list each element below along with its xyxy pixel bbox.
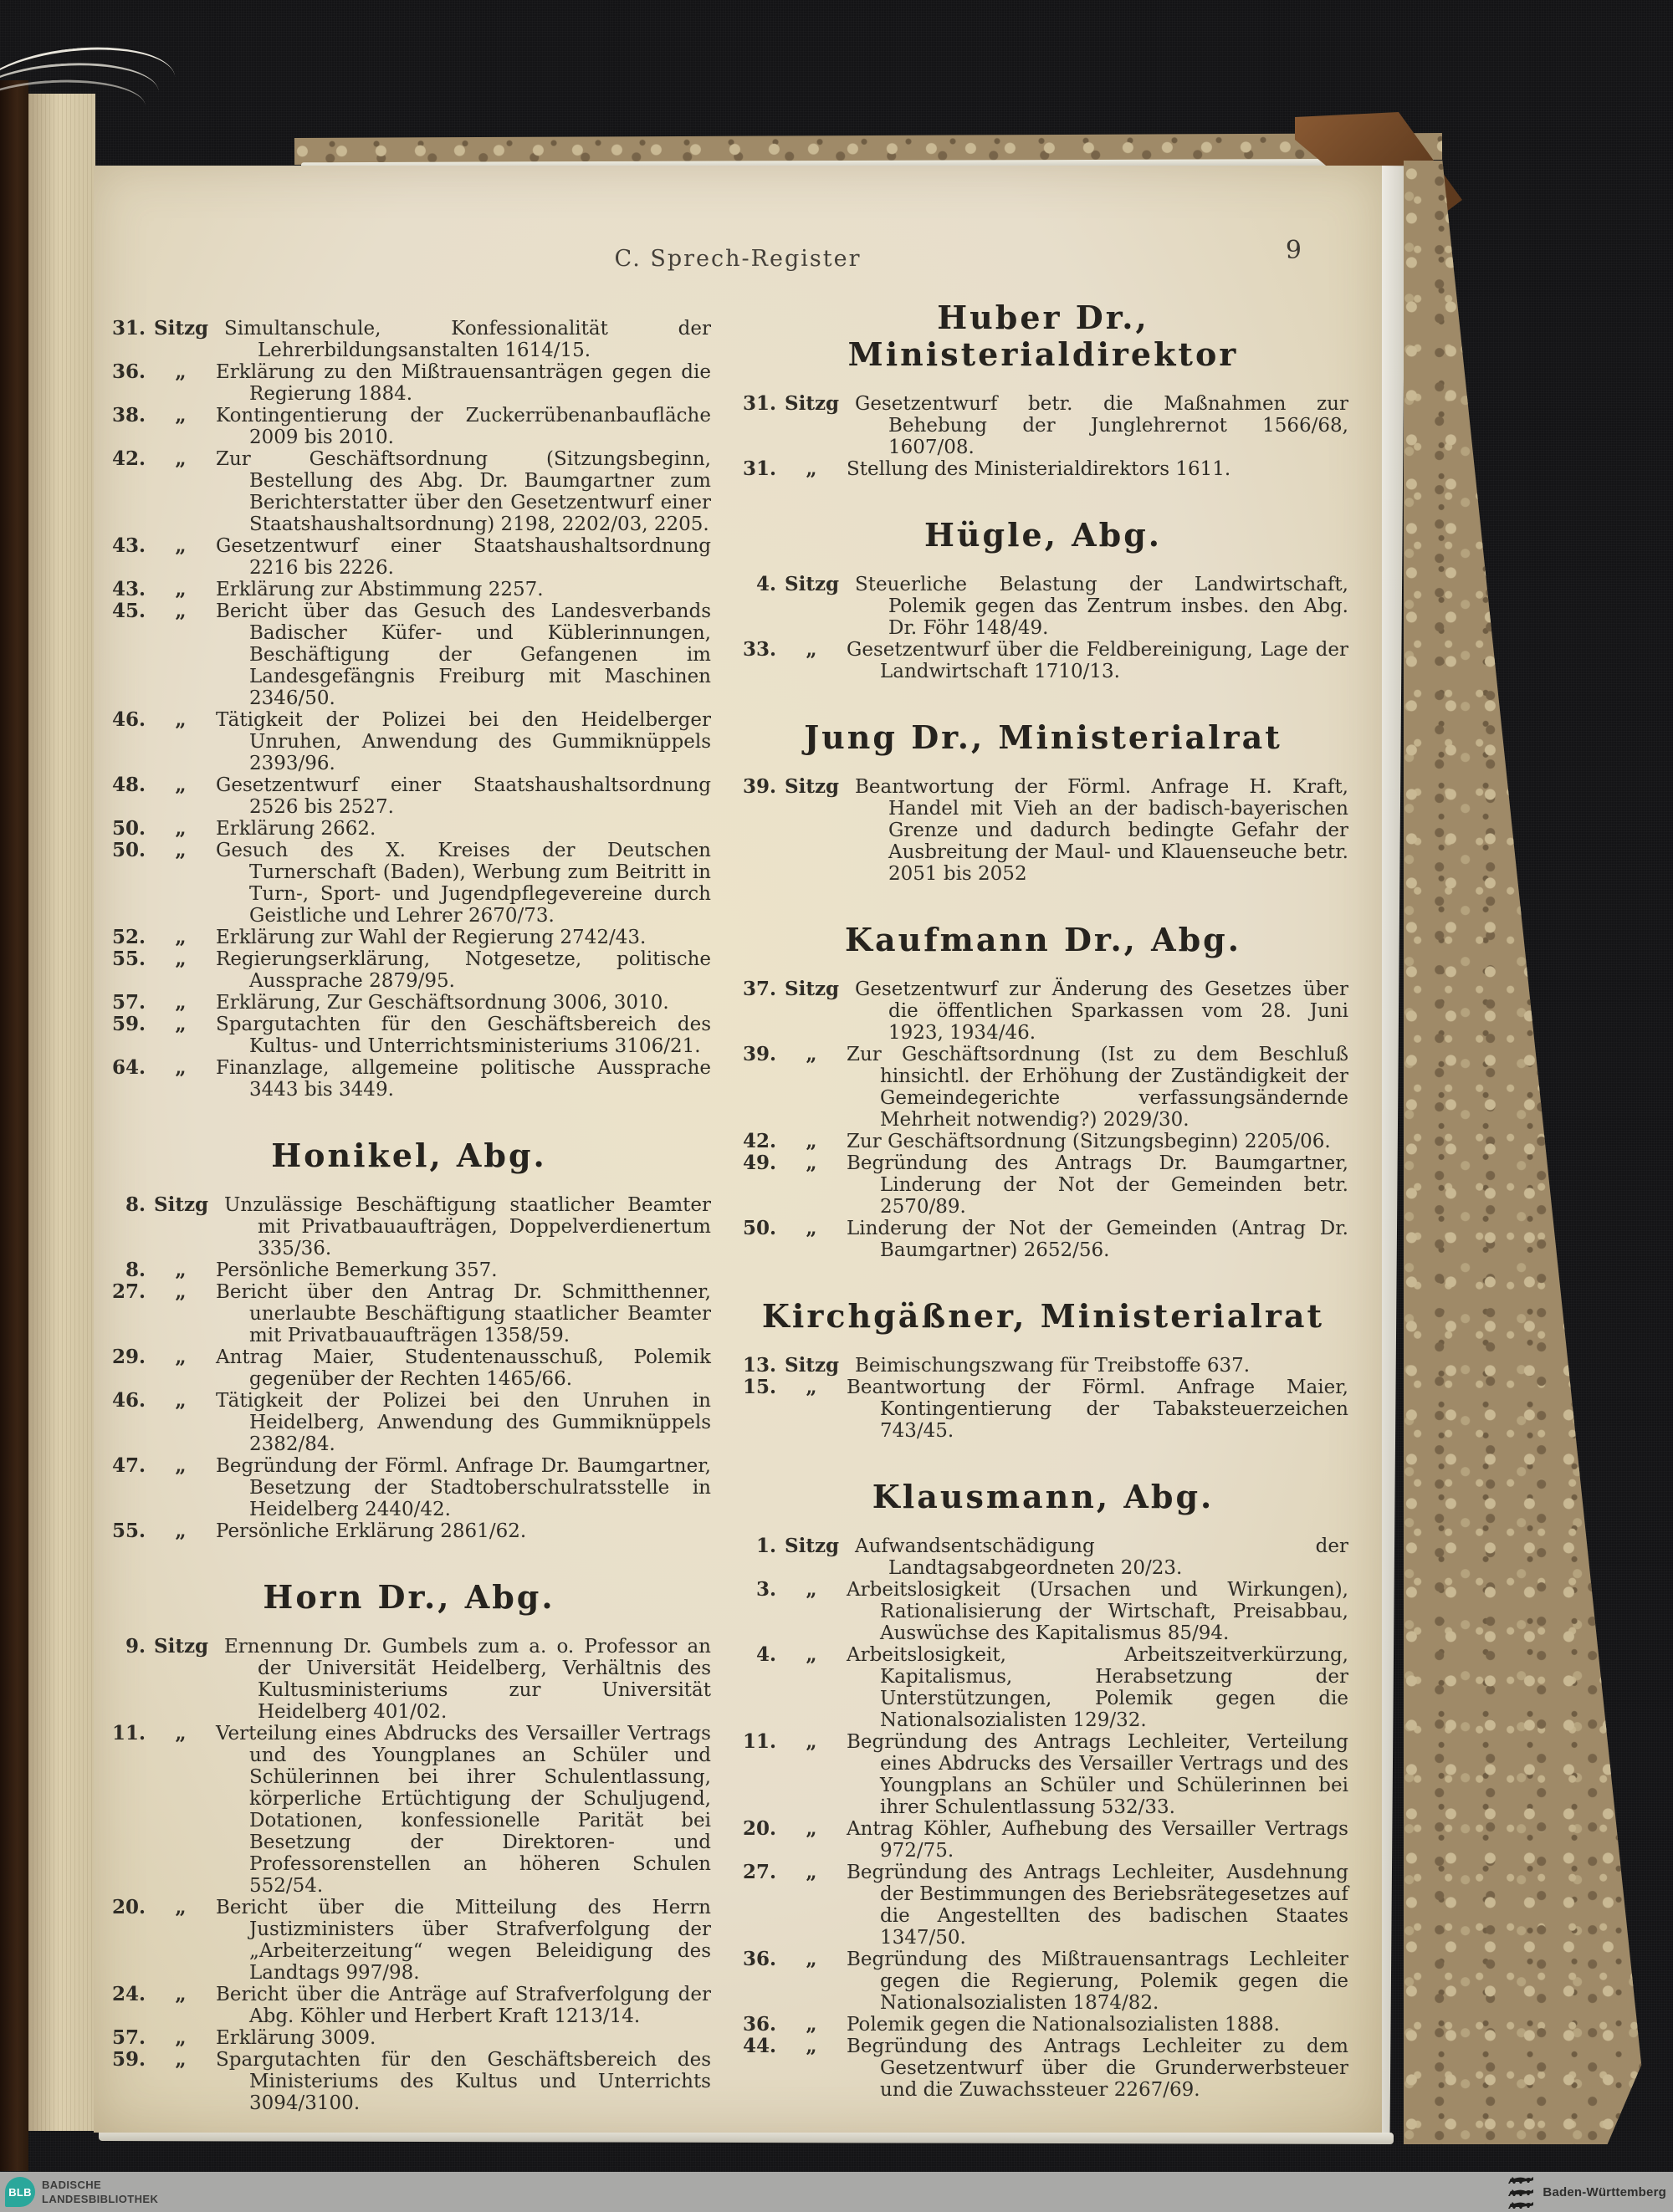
register-entry (107, 948, 711, 992)
register-entry (738, 1644, 1348, 1731)
section-heading: Kaufmann Dr., Abg. (845, 921, 1241, 958)
register-entry (738, 574, 1348, 639)
book-spine (0, 80, 28, 2171)
entry-session-number: 59. (111, 2048, 146, 2071)
register-entry (738, 1044, 1348, 1131)
register-entry (107, 600, 711, 709)
entry-session-label: „ (175, 948, 187, 970)
entry-text: Verteilung eines Abdrucks des Versailler Vertrags und des Youngplanes an Schüler und Schülerinnen bei ihrer Schulentlassung, körperliche Ertüchtigung der Schuljugend, Dotationen, konfessionelle Parität bei Besetzung der Direktoren- und Professorenstellen an höheren Schulen 552/54. (216, 1723, 711, 1897)
entry-session-label: „ (806, 1043, 817, 1065)
entry-session-number: 47. (111, 1454, 146, 1477)
entry-text: Erklärung zur Abstimmung 2257. (216, 579, 544, 600)
entry-session-number: 20. (111, 1896, 146, 1918)
entry-session-label: „ (175, 1389, 187, 1412)
entry-session-label: Sitzg (785, 573, 840, 595)
entry-session-label: „ (175, 817, 187, 840)
section-heading: Hügle, Abg. (923, 516, 1163, 554)
entry-session-number: 64. (111, 1056, 146, 1079)
page-title: C. Sprech-Register (614, 246, 862, 272)
entry-session-label: „ (806, 1578, 817, 1601)
register-entry (107, 1259, 711, 1281)
register-entry (107, 2027, 711, 2049)
entry-text: Beantwortung der Förml. Anfrage Maier, Kontingentierung der Tabaksteuerzeichen 743/45. (847, 1377, 1348, 1442)
register-entry (107, 2049, 711, 2114)
entry-text: Bericht über das Gesuch des Landesverbands Badischer Küfer- und Küblerinnungen, Beschäftigung der Gefangenen im Landesgefängnis Freiburg mit Maschinen 2346/50. (216, 600, 711, 709)
register-entry (107, 535, 711, 579)
entry-session-label: „ (175, 774, 187, 796)
entry-session-number: 8. (125, 1259, 146, 1281)
register-entry (107, 1057, 711, 1101)
entry-session-number: 3. (755, 1578, 776, 1601)
register-entry (107, 1014, 711, 1057)
page-block-left-edge (28, 94, 95, 2131)
entry-text: Steuerliche Belastung der Landwirtschaft, Polemik gegen das Zentrum insbes. den Abg. Dr. Föhr 148/49. (855, 574, 1348, 639)
entry-text: Begründung des Mißtrauensantrags Lechleiter gegen die Regierung, Polemik gegen die Nationalsozialisten 1874/82. (847, 1949, 1348, 2014)
entry-text: Zur Geschäftsordnung (Ist zu dem Beschluß hinsichtl. der Erhöhung der Zuständigkeit der Gemeindegerichte verfassungsändernde Mehrheit notwendig?) 2029/30. (847, 1044, 1348, 1131)
register-entry (107, 405, 711, 448)
entry-session-label: „ (175, 600, 187, 622)
entry-session-label: „ (806, 1948, 817, 1970)
entry-session-number: 55. (111, 948, 146, 970)
entry-session-number: 9. (125, 1635, 146, 1658)
entry-text: Erklärung zur Wahl der Regierung 2742/43. (216, 927, 647, 948)
entry-text: Simultanschule, Konfessionalität der Lehrerbildungsanstalten 1614/15. (224, 318, 711, 361)
entry-session-number: 13. (742, 1354, 776, 1377)
entry-session-number: 42. (111, 447, 146, 470)
register-entry (107, 1390, 711, 1455)
entry-text: Gesuch des X. Kreises der Deutschen Turnerschaft (Baden), Werbung zum Beitritt in Turn-, Sport- und Jugendpflegevereine durch Geistliche und Lehrer 2670/73. (216, 840, 711, 927)
entry-session-number: 43. (111, 578, 146, 600)
entry-session-label: „ (175, 534, 187, 557)
register-entry (738, 1731, 1348, 1818)
entry-text: Antrag Maier, Studentenausschuß, Polemik gegenüber der Rechten 1465/66. (216, 1346, 711, 1390)
entry-session-label: „ (175, 1013, 187, 1035)
entry-session-number: 59. (111, 1013, 146, 1035)
state-logo-group (1506, 2172, 1666, 2212)
register-entry (738, 1579, 1348, 1644)
entry-session-label: „ (175, 2026, 187, 2049)
register-entry (107, 1455, 711, 1520)
entry-session-number: 46. (111, 1389, 146, 1412)
register-entry (107, 840, 711, 927)
state-logo-label: Baden-Württemberg (1543, 2184, 1666, 2199)
entry-session-number: 33. (742, 638, 776, 661)
register-entry (107, 1281, 711, 1346)
section-heading: Kirchgäßner, Ministerialrat (761, 1297, 1325, 1335)
entry-text: Gesetzentwurf zur Änderung des Gesetzes über die öffentlichen Sparkassen vom 28. Juni 1923, 1934/46. (855, 978, 1348, 1044)
register-entry (738, 1131, 1348, 1152)
entry-session-number: 57. (111, 991, 146, 1014)
entry-session-number: 8. (125, 1193, 146, 1216)
baden-wuerttemberg-coat-of-arms-icon (1506, 2174, 1536, 2210)
entry-session-label: „ (806, 457, 817, 480)
entry-text: Begründung der Förml. Anfrage Dr. Baumgartner, Besetzung der Stadtoberschulratsstelle in Heidelberg 2440/42. (216, 1455, 711, 1520)
entry-session-label: Sitzg (154, 1193, 209, 1216)
entry-text: Zur Geschäftsordnung (Sitzungsbeginn) 2205/06. (847, 1131, 1331, 1152)
entry-text: Bericht über die Anträge auf Strafverfolgung der Abg. Köhler und Herbert Kraft 1213/14. (216, 1984, 711, 2027)
entry-session-label: „ (175, 1454, 187, 1477)
entry-session-label: „ (806, 1817, 817, 1840)
entry-text: Beimischungszwang für Treibstoffe 637. (855, 1355, 1251, 1377)
register-column-right (738, 299, 1348, 2101)
entry-text: Persönliche Bemerkung 357. (216, 1259, 498, 1281)
register-column-left (107, 318, 711, 2114)
register-entry (107, 992, 711, 1014)
register-entry (107, 1520, 711, 1542)
entry-session-label: „ (175, 1520, 187, 1542)
entry-session-number: 43. (111, 534, 146, 557)
register-entry (107, 818, 711, 840)
section-heading: Jung Dr., Ministerialrat (804, 718, 1282, 756)
entry-session-number: 50. (111, 839, 146, 861)
register-entry (107, 1346, 711, 1390)
register-entry (738, 1535, 1348, 1579)
entry-session-number: 46. (111, 708, 146, 731)
register-entry (107, 579, 711, 600)
entry-session-label: Sitzg (154, 1635, 209, 1658)
entry-text: Persönliche Erklärung 2861/62. (216, 1520, 527, 1542)
entry-session-number: 11. (742, 1730, 776, 1753)
entry-text: Finanzlage, allgemeine politische Aussprache 3443 bis 3449. (216, 1057, 711, 1101)
register-entry (107, 361, 711, 405)
entry-session-number: 37. (742, 978, 776, 1000)
section-heading: Klausmann, Abg. (872, 1478, 1215, 1515)
entry-session-label: Sitzg (785, 978, 840, 1000)
entry-session-label: „ (806, 1130, 817, 1152)
register-entry (107, 1984, 711, 2027)
entry-text: Bericht über den Antrag Dr. Schmitthenner, unerlaubte Beschäftigung staatlicher Beamter mit Privatbauaufträgen 1358/59. (216, 1281, 711, 1346)
entry-session-label: „ (175, 1056, 187, 1079)
register-entry (738, 1218, 1348, 1261)
entry-session-label: „ (806, 1643, 817, 1666)
register-entry (738, 1949, 1348, 2014)
entry-session-number: 31. (742, 457, 776, 480)
entry-text: Aufwandsentschädigung der Landtagsabgeordneten 20/23. (855, 1535, 1348, 1579)
entry-session-number: 36. (742, 1948, 776, 1970)
entry-session-number: 45. (111, 600, 146, 622)
entry-text: Arbeitslosigkeit, Arbeitszeitverkürzung, Kapitalismus, Herabsetzung der Unterstützungen, Polemik gegen die Nationalsozialisten 129/32. (847, 1644, 1348, 1731)
entry-text: Erklärung 3009. (216, 2027, 376, 2049)
entry-session-label: Sitzg (785, 392, 840, 415)
entry-text: Regierungserklärung, Notgesetze, politische Aussprache 2879/95. (216, 948, 711, 992)
entry-session-label: Sitzg (785, 775, 840, 798)
entry-text: Tätigkeit der Polizei bei den Heidelberger Unruhen, Anwendung des Gummiknüppels 2393/96. (216, 709, 711, 774)
entry-session-number: 49. (742, 1152, 776, 1174)
entry-session-label: „ (806, 1152, 817, 1174)
entry-text: Gesetzentwurf betr. die Maßnahmen zur Behebung der Junglehrernot 1566/68, 1607/08. (855, 393, 1348, 458)
entry-text: Spargutachten für den Geschäftsbereich des Kultus- und Unterrichtsministeriums 3106/21. (216, 1014, 711, 1057)
entry-text: Begründung des Antrags Lechleiter, Verteilung eines Abdrucks des Versailler Vertrags und des Youngplans an Schüler und Schülerinnen bei ihrer Schulentlassung 532/33. (847, 1731, 1348, 1818)
entry-text: Gesetzentwurf einer Staatshaushaltsordnung 2526 bis 2527. (216, 774, 711, 818)
entry-text: Bericht über die Mitteilung des Herrn Justizministers über Strafverfolgung der „Arbeiterzeitung“ wegen Beleidigung des Landtags 997/98. (216, 1897, 711, 1984)
register-entry (107, 1194, 711, 1259)
register-entry (107, 318, 711, 361)
entry-session-number: 24. (111, 1983, 146, 2005)
entry-session-number: 48. (111, 774, 146, 796)
entry-session-number: 1. (755, 1535, 776, 1557)
register-entry (738, 393, 1348, 458)
entry-session-label: „ (175, 1280, 187, 1303)
register-entry (107, 774, 711, 818)
book-page (94, 166, 1382, 2133)
entry-session-number: 36. (111, 360, 146, 383)
entry-session-label: „ (175, 404, 187, 427)
entry-session-label: „ (806, 2035, 817, 2057)
entry-text: Unzulässige Beschäftigung staatlicher Beamter mit Privatbauaufträgen, Doppelverdienertum 335/36. (224, 1194, 711, 1259)
register-entry (107, 1723, 711, 1897)
entry-session-label: „ (806, 1217, 817, 1239)
entry-session-label: „ (175, 578, 187, 600)
register-entry (738, 1152, 1348, 1218)
register-entry (107, 709, 711, 774)
entry-session-number: 50. (111, 817, 146, 840)
register-entry (738, 639, 1348, 682)
entry-session-number: 55. (111, 1520, 146, 1542)
entry-session-label: „ (175, 708, 187, 731)
register-entry (738, 458, 1348, 480)
entry-session-number: 20. (742, 1817, 776, 1840)
section-heading: Honikel, Abg. (271, 1137, 547, 1174)
entry-session-number: 31. (742, 392, 776, 415)
entry-text: Begründung des Antrags Lechleiter zu dem Gesetzentwurf über die Grunderwerbsteuer und die Zuwachssteuer 2267/69. (847, 2036, 1348, 2101)
entry-session-number: 29. (111, 1346, 146, 1368)
entry-session-label: „ (175, 1722, 187, 1745)
register-entry (738, 776, 1348, 885)
entry-session-label: „ (806, 1730, 817, 1753)
entry-session-label: „ (175, 991, 187, 1014)
entry-session-label: „ (175, 447, 187, 470)
entry-session-number: 4. (755, 573, 776, 595)
entry-text: Begründung des Antrags Dr. Baumgartner, Linderung der Not der Gemeinden betr. 2570/89. (847, 1152, 1348, 1218)
entry-session-number: 52. (111, 926, 146, 948)
entry-text: Arbeitslosigkeit (Ursachen und Wirkungen), Rationalisierung der Wirtschaft, Preisabbau, Auswüchse des Kapitalismus 85/94. (847, 1579, 1348, 1644)
entry-session-label: „ (806, 1861, 817, 1883)
entry-session-number: 15. (742, 1376, 776, 1398)
entry-session-label: Sitzg (785, 1535, 840, 1557)
entry-text: Erklärung 2662. (216, 818, 376, 840)
register-entry (738, 1862, 1348, 1949)
register-entry (107, 927, 711, 948)
entry-text: Spargutachten für den Geschäftsbereich des Ministeriums des Kultus und Unterrichts 3094/3100. (216, 2049, 711, 2114)
entry-session-number: 42. (742, 1130, 776, 1152)
entry-session-number: 4. (755, 1643, 776, 1666)
entry-session-label: „ (806, 1376, 817, 1398)
register-entry (738, 1355, 1348, 1377)
entry-text: Erklärung zu den Mißtrauensanträgen gegen die Regierung 1884. (216, 361, 711, 405)
register-entry (738, 978, 1348, 1044)
entry-session-label: „ (175, 839, 187, 861)
entry-session-number: 27. (111, 1280, 146, 1303)
entry-session-label: „ (806, 2013, 817, 2036)
entry-session-number: 50. (742, 1217, 776, 1239)
library-name (42, 2178, 158, 2206)
entry-text: Ernennung Dr. Gumbels zum a. o. Professor an der Universität Heidelberg, Verhältnis des Kultusministeriums zur Universität Heidelberg 401/02. (224, 1636, 711, 1723)
entry-session-number: 39. (742, 775, 776, 798)
register-entry (107, 1897, 711, 1984)
entry-session-label: Sitzg (785, 1354, 840, 1377)
library-name-line2: LANDESBIBLIOTHEK (42, 2193, 159, 2205)
entry-text: Tätigkeit der Polizei bei den Unruhen in Heidelberg, Anwendung des Gummiknüppels 2382/84. (216, 1390, 711, 1455)
library-footer-bar (0, 2172, 1673, 2212)
entry-text: Polemik gegen die Nationalsozialisten 1888. (847, 2014, 1280, 2036)
entry-session-label: „ (175, 2048, 187, 2071)
section-heading: Huber Dr., Ministerialdirektor (847, 299, 1239, 373)
entry-text: Linderung der Not der Gemeinden (Antrag Dr. Baumgartner) 2652/56. (847, 1218, 1348, 1261)
entry-text: Gesetzentwurf über die Feldbereinigung, Lage der Landwirtschaft 1710/13. (847, 639, 1348, 682)
section-heading: Horn Dr., Abg. (263, 1578, 555, 1616)
blb-logo-text: BLB (8, 2185, 32, 2199)
entry-session-label: „ (806, 638, 817, 661)
entry-session-number: 38. (111, 404, 146, 427)
entry-text: Antrag Köhler, Aufhebung des Versailler Vertrags 972/75. (847, 1818, 1348, 1862)
register-entry (738, 1818, 1348, 1862)
entry-text: Begründung des Antrags Lechleiter, Ausdehnung der Bestimmungen des Beriebsrätegesetzes auf die Angestellten des badischen Staates 1347/50. (847, 1862, 1348, 1949)
entry-session-label: „ (175, 360, 187, 383)
entry-session-label: „ (175, 1259, 187, 1281)
entry-session-label: Sitzg (154, 317, 209, 340)
entry-session-label: „ (175, 1896, 187, 1918)
entry-session-number: 39. (742, 1043, 776, 1065)
page-number: 9 (1285, 236, 1302, 265)
register-entry (107, 1636, 711, 1723)
entry-text: Zur Geschäftsordnung (Sitzungsbeginn, Bestellung des Abg. Dr. Baumgartner zum Berichterstatter über den Gesetzentwurf einer Staatshaushaltsordnung) 2198, 2202/03, 2205. (216, 448, 711, 535)
entry-session-number: 44. (742, 2035, 776, 2057)
blb-logo (5, 2177, 35, 2207)
register-entry (738, 2036, 1348, 2101)
entry-session-number: 11. (111, 1722, 146, 1745)
book-cover-right-edge (1404, 161, 1646, 2144)
entry-session-label: „ (175, 1983, 187, 2005)
library-name-line1: BADISCHE (42, 2179, 102, 2191)
entry-text: Stellung des Ministerialdirektors 1611. (847, 458, 1231, 480)
entry-session-number: 36. (742, 2013, 776, 2036)
entry-session-label: „ (175, 1346, 187, 1368)
register-entry (738, 2014, 1348, 2036)
entry-session-number: 57. (111, 2026, 146, 2049)
entry-session-label: „ (175, 926, 187, 948)
entry-session-number: 31. (111, 317, 146, 340)
register-entry (738, 1377, 1348, 1442)
entry-text: Gesetzentwurf einer Staatshaushaltsordnung 2216 bis 2226. (216, 535, 711, 579)
entry-text: Kontingentierung der Zuckerrübenanbaufläche 2009 bis 2010. (216, 405, 711, 448)
entry-text: Beantwortung der Förml. Anfrage H. Kraft, Handel mit Vieh an der badisch-bayerischen Grenze und dadurch bedingte Gefahr der Ausbreitung der Maul- und Klauenseuche betr. 2051 bis 2052 (855, 776, 1348, 885)
entry-text: Erklärung, Zur Geschäftsordnung 3006, 3010. (216, 992, 669, 1014)
entry-session-number: 27. (742, 1861, 776, 1883)
register-entry (107, 448, 711, 535)
